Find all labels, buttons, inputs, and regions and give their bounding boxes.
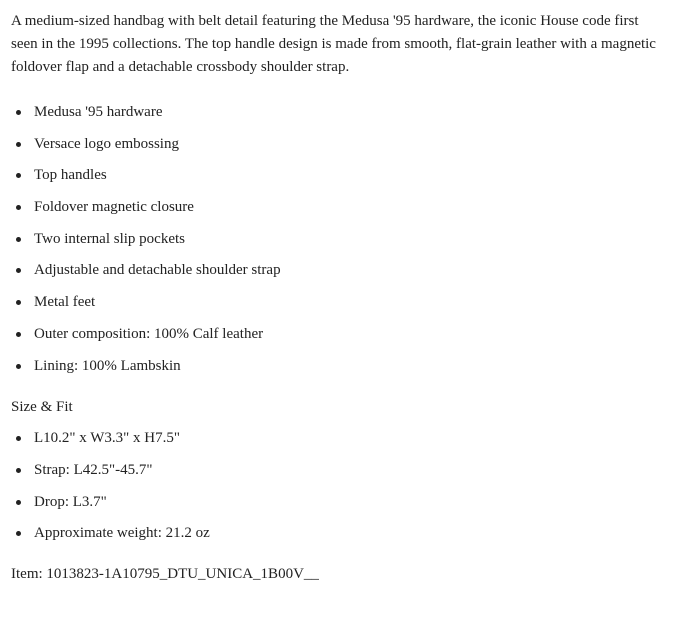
feature-item: Adjustable and detachable shoulder strap <box>11 262 666 294</box>
feature-item: Versace logo embossing <box>11 136 666 168</box>
feature-item: Lining: 100% Lambskin <box>11 358 666 390</box>
size-fit-list <box>11 430 666 557</box>
features-list <box>11 104 666 389</box>
feature-item: Medusa '95 hardware <box>11 104 666 136</box>
size-fit-item: Drop: L3.7" <box>11 494 666 526</box>
item-code: Item: 1013823-1A10795_DTU_UNICA_1B00V__ <box>11 565 319 582</box>
size-fit-item: Strap: L42.5"-45.7" <box>11 462 666 494</box>
feature-item: Metal feet <box>11 294 666 326</box>
feature-item: Outer composition: 100% Calf leather <box>11 326 666 358</box>
size-fit-title: Size & Fit <box>11 399 73 416</box>
feature-item: Top handles <box>11 167 666 199</box>
feature-item: Foldover magnetic closure <box>11 199 666 231</box>
product-description: A medium-sized handbag with belt detail featuring the Medusa '95 hardware, the iconic House code first seen in the 1995 collections. The top handle design is made from smooth, flat-grain leather with a magnetic foldover flap and a detachable crossbody shoulder strap. <box>11 13 656 75</box>
feature-item: Two internal slip pockets <box>11 231 666 263</box>
size-fit-item: L10.2" x W3.3" x H7.5" <box>11 430 666 462</box>
size-fit-item: Approximate weight: 21.2 oz <box>11 525 666 557</box>
product-details <box>11 10 666 582</box>
